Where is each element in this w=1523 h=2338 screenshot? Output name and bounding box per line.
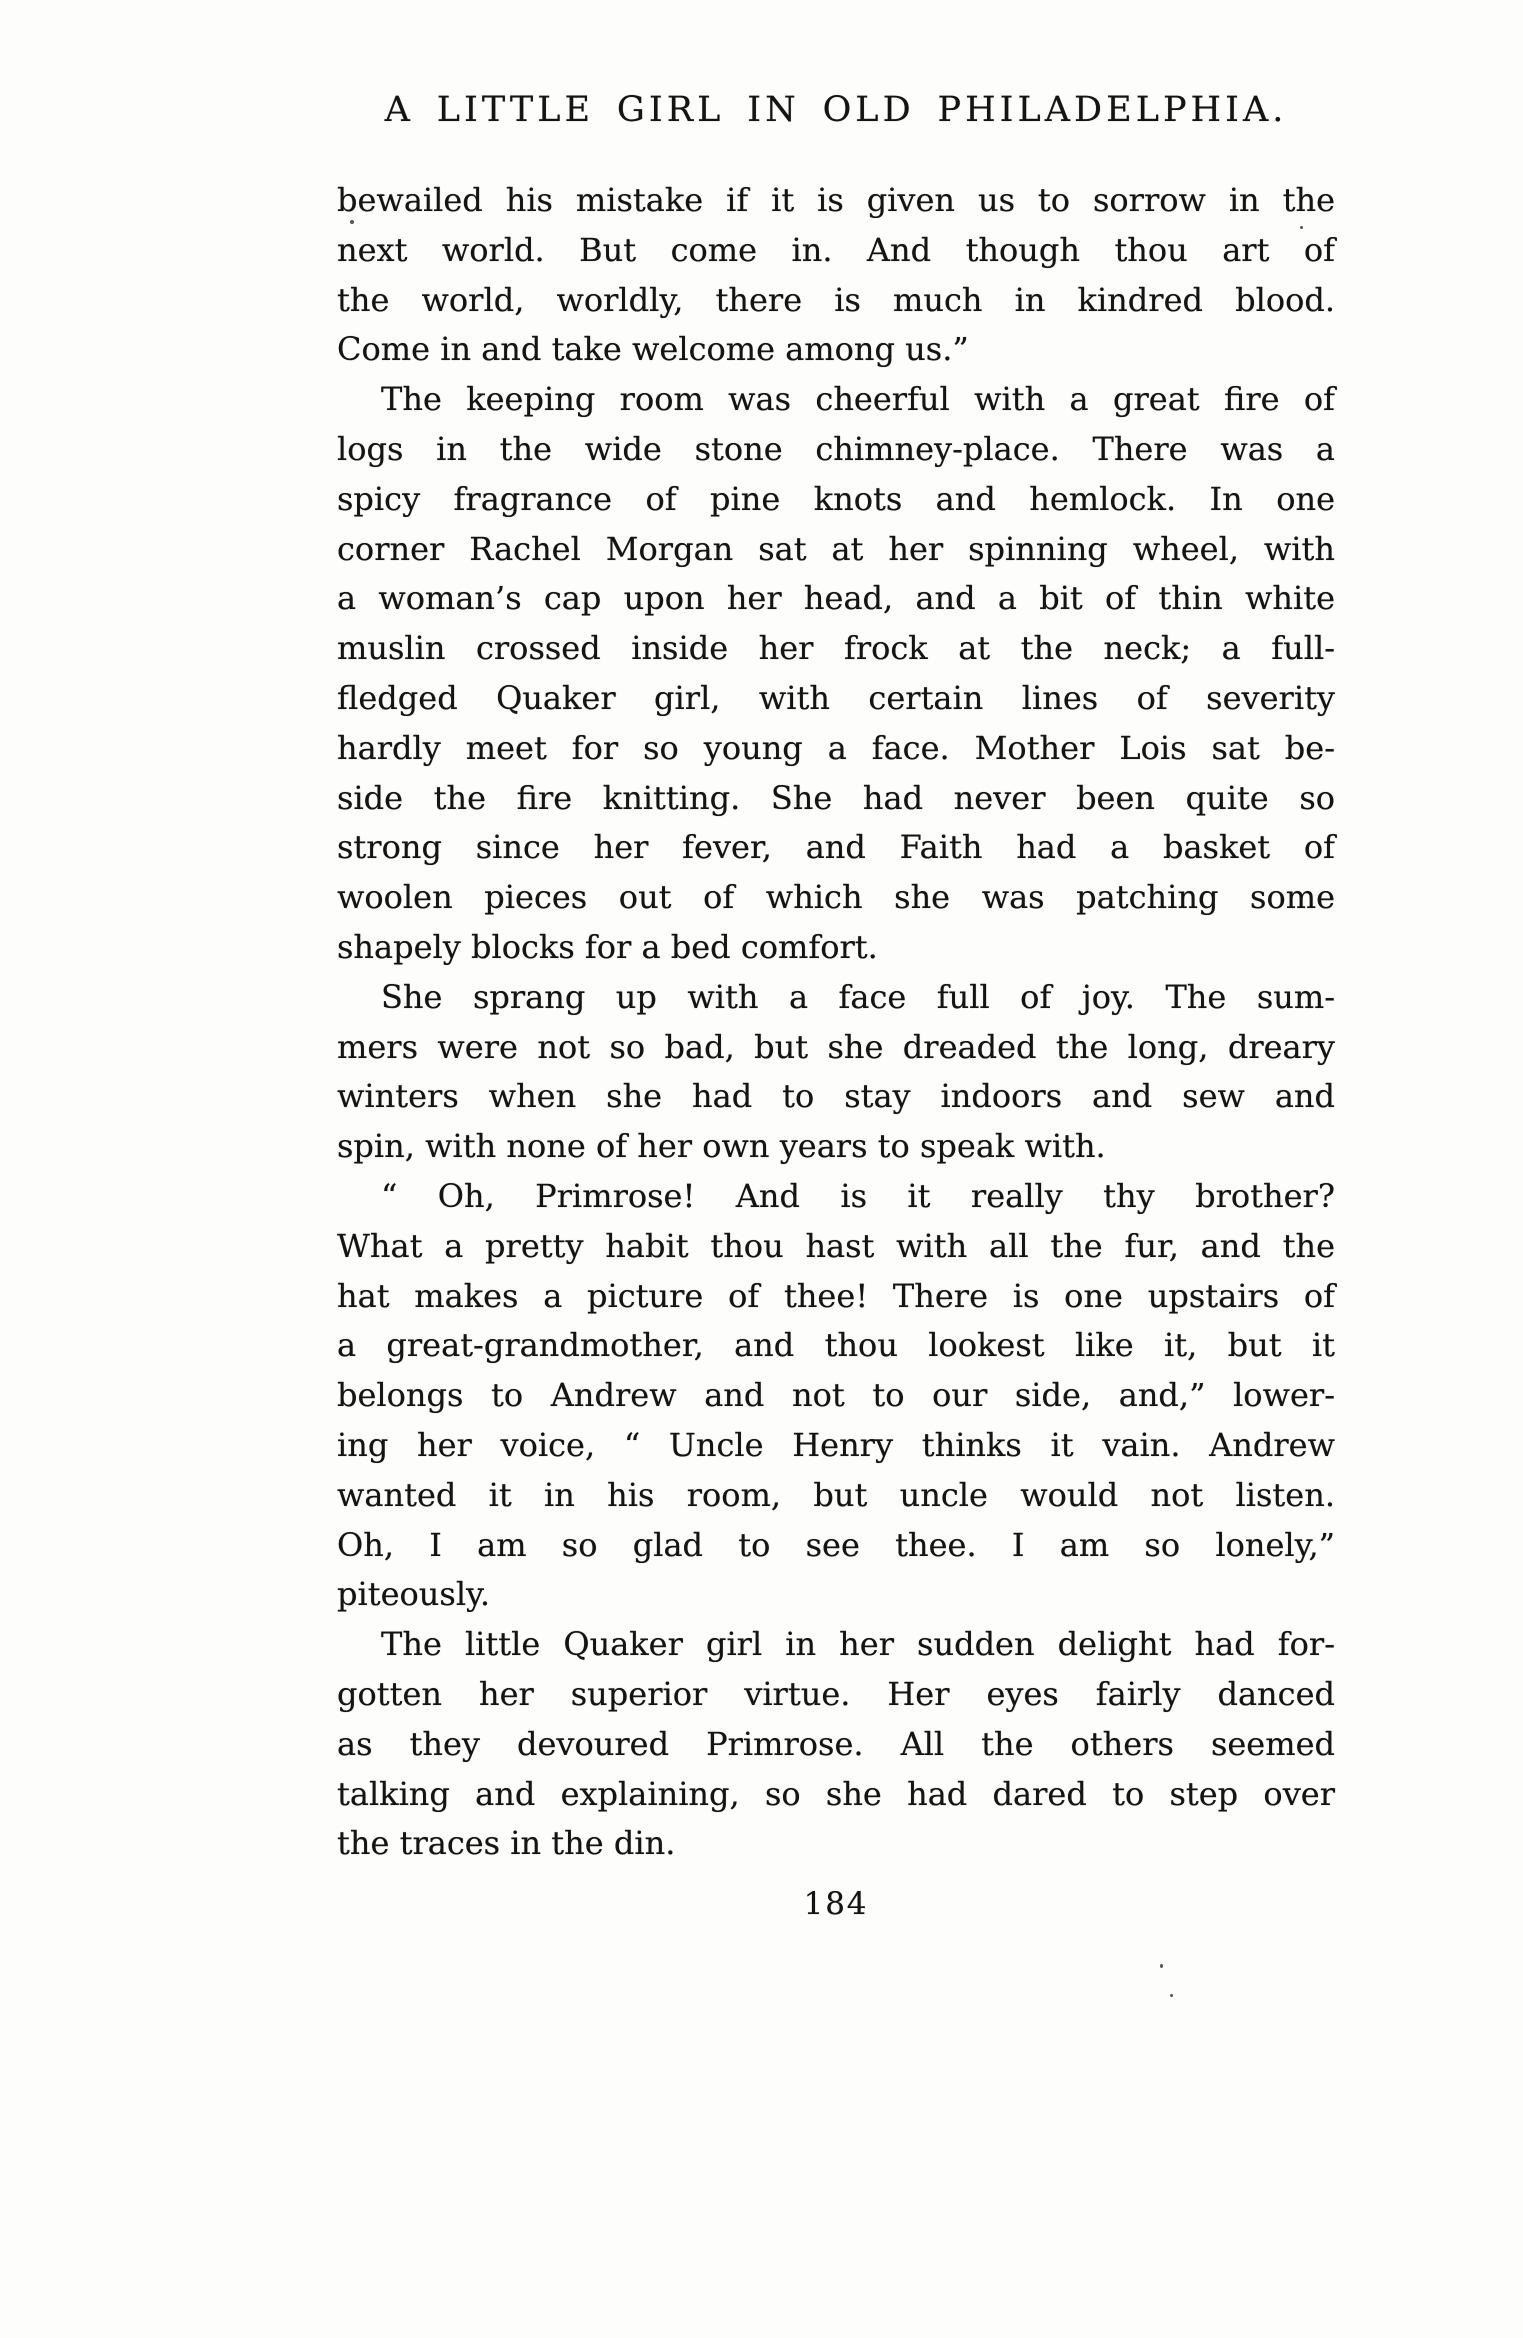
text-line: as they devoured Primrose. All the others seemed xyxy=(337,1724,1335,1763)
text-line: a woman’s cap upon her head, and a bit of thin white xyxy=(337,579,1335,618)
text-line: ing her voice, “ Uncle Henry thinks it vain. Andrew xyxy=(337,1425,1335,1464)
scan-speck xyxy=(350,220,354,224)
text-line: She sprang up with a face full of joy. The sum- xyxy=(381,977,1335,1016)
text-line: spin, with none of her own years to speak with. xyxy=(337,1127,1106,1166)
text-line: logs in the wide stone chimney-place. There was a xyxy=(337,429,1335,468)
page-number: 184 xyxy=(803,1886,869,1922)
text-line: side the fire knitting. She had never been quite so xyxy=(337,778,1335,817)
text-line: The keeping room was cheerful with a great fire of xyxy=(381,380,1335,419)
paragraph xyxy=(337,375,1335,973)
text-block xyxy=(337,176,1335,1869)
scan-speck xyxy=(1300,226,1303,229)
text-line: piteously. xyxy=(337,1575,491,1614)
text-line: corner Rachel Morgan sat at her spinning wheel, with xyxy=(337,529,1335,568)
text-line: next world. But come in. And though thou art of xyxy=(337,230,1335,269)
text-line: hat makes a picture of thee! There is one upstairs of xyxy=(337,1276,1335,1315)
paragraph xyxy=(337,1620,1335,1869)
text-line: belongs to Andrew and not to our side, and,” lower- xyxy=(337,1376,1335,1415)
text-line: winters when she had to stay indoors and sew and xyxy=(337,1077,1335,1116)
text-line: spicy fragrance of pine knots and hemlock. In one xyxy=(337,479,1335,518)
text-line: hardly meet for so young a face. Mother Lois sat be- xyxy=(337,728,1335,767)
text-line: “ Oh, Primrose! And is it really thy brother? xyxy=(381,1176,1335,1215)
scan-speck xyxy=(1160,1964,1163,1968)
text-line: What a pretty habit thou hast with all the fur, and the xyxy=(337,1226,1335,1265)
text-line: fledged Quaker girl, with certain lines of severity xyxy=(337,678,1335,717)
running-header: A LITTLE GIRL IN OLD PHILADELPHIA. xyxy=(384,90,1288,130)
text-line: muslin crossed inside her frock at the neck; a full- xyxy=(337,629,1335,668)
text-line: bewailed his mistake if it is given us to sorrow in the xyxy=(337,181,1335,219)
text-line: a great-grandmother, and thou lookest like it, but it xyxy=(337,1326,1335,1365)
text-line: strong since her fever, and Faith had a basket of xyxy=(337,828,1335,867)
text-line: gotten her superior virtue. Her eyes fairly danced xyxy=(337,1674,1335,1713)
text-line: Oh, I am so glad to see thee. I am so lonely,” xyxy=(337,1525,1335,1564)
text-line: Come in and take welcome among us.” xyxy=(337,330,969,369)
scan-speck xyxy=(1170,1994,1173,1997)
text-line: talking and explaining, so she had dared to step over xyxy=(337,1774,1335,1813)
paragraph xyxy=(337,973,1335,1172)
text-line: The little Quaker girl in her sudden delight had for- xyxy=(381,1625,1335,1664)
paragraph xyxy=(337,176,1335,375)
text-line: woolen pieces out of which she was patching some xyxy=(337,878,1335,917)
text-line: the world, worldly, there is much in kindred blood. xyxy=(337,280,1335,319)
text-line: wanted it in his room, but uncle would not listen. xyxy=(337,1475,1335,1514)
paragraph xyxy=(337,1172,1335,1620)
text-line: shapely blocks for a bed comfort. xyxy=(337,927,878,966)
text-line: mers were not so bad, but she dreaded the long, dreary xyxy=(337,1027,1335,1066)
text-line: the traces in the din. xyxy=(337,1824,676,1863)
